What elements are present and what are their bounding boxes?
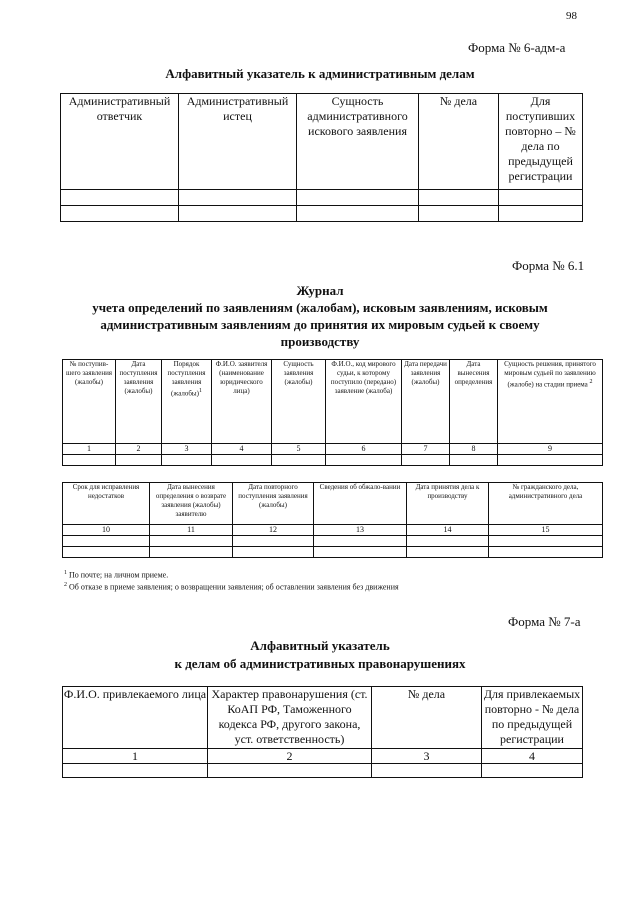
table-row — [63, 547, 603, 558]
header-cell: Административный истец — [179, 94, 297, 190]
header-cell: Срок для исправления недостатков — [63, 483, 150, 525]
header-cell: № дела — [419, 94, 499, 190]
table-header-row — [63, 360, 603, 444]
table-row — [61, 190, 583, 206]
title-6-adm-a: Алфавитный указатель к административным делам — [165, 66, 475, 81]
table-row — [61, 206, 583, 222]
table-row — [63, 764, 583, 778]
form-label-6-1: Форма № 6.1 — [512, 258, 585, 273]
header-cell: Дата повторного поступления заявления (жалобы) — [233, 483, 314, 525]
column-number: 14 — [407, 525, 489, 536]
column-number: 7 — [402, 444, 450, 455]
column-number: 1 — [63, 444, 116, 455]
table-row — [63, 536, 603, 547]
title-7-a: Алфавитный указатель — [250, 638, 390, 653]
column-number: 6 — [326, 444, 402, 455]
table-6-adm-a — [60, 93, 583, 222]
header-cell: Сведения об обжало-вании — [314, 483, 407, 525]
column-number: 4 — [482, 749, 583, 764]
header-cell: Административный ответчик — [61, 94, 179, 190]
column-number: 2 — [208, 749, 372, 764]
header-cell: Характер правонарушения (ст. КоАП РФ, Таможенного кодекса РФ, другого закона, уст. ответственность) — [208, 687, 372, 749]
column-number: 13 — [314, 525, 407, 536]
column-number: 3 — [162, 444, 212, 455]
form-label-6-adm-a: Форма № 6-адм-а — [468, 40, 566, 55]
column-number: 10 — [63, 525, 150, 536]
column-number: 9 — [498, 444, 603, 455]
footnote-1: $^1$ По почте; на личном приеме. — [64, 570, 169, 580]
header-cell: Сущность заявления (жалобы) — [272, 360, 326, 444]
table-6-1-part1 — [62, 359, 603, 466]
column-number: 8 — [450, 444, 498, 455]
header-cell: Дата передачи заявления (жалобы) — [402, 360, 450, 444]
table-7-a — [62, 686, 583, 778]
form-label-7-a: Форма № 7-а — [508, 614, 581, 629]
footnote-ref-2: 2 — [589, 379, 593, 385]
header-cell: Порядок поступления заявления (жалобы)$^1$ — [162, 360, 212, 444]
table-header-row — [61, 94, 583, 190]
header-cell: Для поступивших повторно – № дела по предыдущей регистрации — [499, 94, 583, 190]
column-number: 2 — [116, 444, 162, 455]
column-number: 5 — [272, 444, 326, 455]
table-6-1-part2 — [62, 482, 603, 558]
footnote-ref-1: 1 — [198, 388, 202, 394]
table-header-row — [63, 687, 583, 749]
page-number: 98 — [566, 10, 577, 22]
title-journal-subtitle: учета определений по заявлениям (жалобам), исковым заявлениям, исковым административным заявлениям до принятия их мировым судьей к своему производству — [92, 300, 548, 349]
header-cell: № поступив-шего заявления (жалобы) — [63, 360, 116, 444]
header-cell: Для привлекаемых повторно - № дела по предыдущей регистрации — [482, 687, 583, 749]
header-cell: Ф.И.О. заявителя (наименование юридического лица) — [212, 360, 272, 444]
column-number-row — [63, 525, 603, 536]
table-header-row — [63, 483, 603, 525]
column-number: 12 — [233, 525, 314, 536]
column-number: 3 — [372, 749, 482, 764]
column-number: 1 — [63, 749, 208, 764]
header-cell: № дела — [372, 687, 482, 749]
header-cell: Ф.И.О., код мирового судьи, к которому поступило (передано) заявление (жалоба) — [326, 360, 402, 444]
header-cell: Дата принятия дела к производству — [407, 483, 489, 525]
table-row — [63, 455, 603, 466]
title-journal: Журнал — [296, 283, 344, 298]
column-number-row — [63, 444, 603, 455]
column-number-row — [63, 749, 583, 764]
footnote-2: $^2$ Об отказе в приеме заявления; о возвращении заявления; об оставлении заявления без движения — [64, 582, 399, 592]
column-number: 11 — [150, 525, 233, 536]
header-cell: № гражданского дела, административного дела — [489, 483, 603, 525]
title-7-a-subtitle: к делам об административных правонарушениях — [174, 656, 466, 671]
column-number: 4 — [212, 444, 272, 455]
header-cell: Дата вынесения определения — [450, 360, 498, 444]
header-cell: Дата вынесения определения о возврате заявления (жалобы) заявителю — [150, 483, 233, 525]
header-cell: Ф.И.О. привлекаемого лица — [63, 687, 208, 749]
header-cell: Дата поступления заявления (жалобы) — [116, 360, 162, 444]
header-cell: Сущность решения, принятого мировым судьей по заявлению (жалобе) на стадии приема $^2$ — [498, 360, 603, 444]
column-number: 15 — [489, 525, 603, 536]
header-cell: Сущность административного искового заявления — [297, 94, 419, 190]
